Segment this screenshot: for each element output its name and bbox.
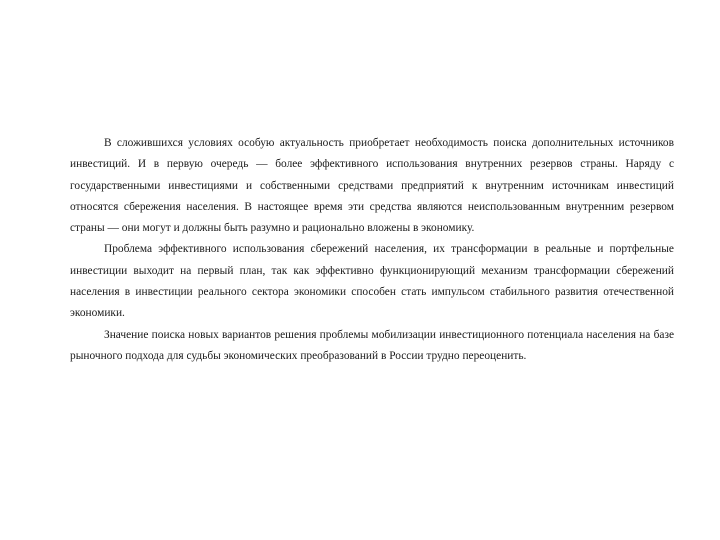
document-body xyxy=(70,133,674,367)
paragraph-3: Значение поиска новых вариантов решения проблемы мобилизации инвестиционного потенциала населения на базе рыночного подхода для судьбы экономических преобразований в России трудно переоценить. xyxy=(70,328,674,362)
paragraph-2: Проблема эффективного использования сбережений населения, их трансформации в реальные и портфельные инвестиции выходит на первый план, так как эффективно функционирующий механизм трансформации сбережений населения в инвестиции реального сектора экономики способен стать импульсом стабильного развития отечественной экономики. xyxy=(70,243,674,320)
paragraph-1: В сложившихся условиях особую актуальность приобретает необходимость поиска дополнительных источников инвестиций. И в первую очередь — более эффективного использования внутренних резервов страны. Наряду с государственными инвестициями и собственными средствами предприятий к внутренним источникам инвестиций относятся сбережения населения. В настоящее время эти средства являются неиспользованным внутренним резервом страны — они могут и должны быть разумно и рационально вложены в экономику. xyxy=(70,137,674,235)
